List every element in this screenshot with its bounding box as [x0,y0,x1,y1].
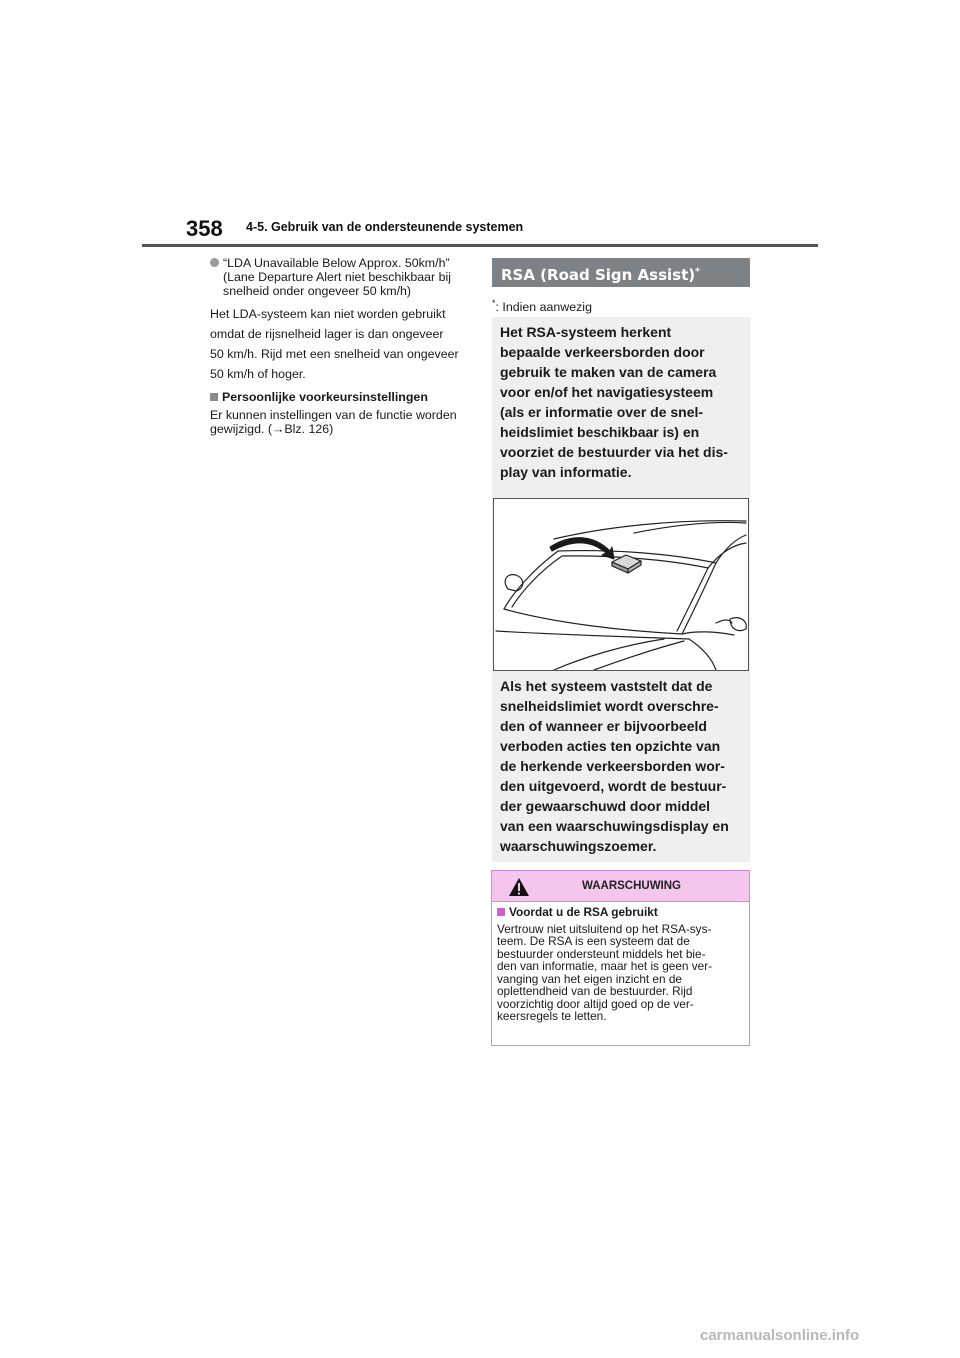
page-number: 358 [186,216,223,241]
settings-text-pre: gewijzigd. ( [210,422,272,436]
footnote [492,298,592,314]
bullet-dot-icon [210,258,219,267]
condition-line: Als het systeem vaststelt dat de [500,678,713,694]
intro-line: heidslimiet beschikbaar is) en [500,424,700,440]
rsa-intro-text [500,322,746,482]
settings-text [210,408,472,436]
warning-line: voorzichtig door altijd goed op de ver- [497,996,694,1011]
intro-line: Het RSA-systeem herkent [500,324,672,340]
rsa-warning-condition-text [500,676,746,856]
footnote-text: : Indien aanwezig [495,300,592,315]
square-bullet-icon [210,393,218,401]
warning-heading [497,906,744,919]
condition-line: den uitgevoerd, wordt de bestuur- [500,778,727,794]
footnote-mark: * [492,298,496,308]
paragraph-line: Het LDA-systeem kan niet worden gebruikt [210,307,446,321]
warning-line: den van informatie, maar het is geen ver- [497,959,713,973]
intro-line: voorziet de bestuurder via het dis- [500,444,728,460]
intro-line: gebruik te maken van de camera [500,364,717,380]
rsa-section-banner [492,258,750,287]
condition-line: verboden acties ten opzichte van [500,738,721,754]
condition-line: snelheidslimiet wordt overschre- [500,698,719,714]
warning-line: vanging van het eigen inzicht en de [497,971,682,986]
header-divider [142,244,818,247]
warning-line: bestuurder ondersteunt middels het bie- [497,946,706,961]
warning-header [492,871,749,902]
watermark: carmanualsonline.info [700,1327,860,1344]
paragraph-line: 50 km/h. Rijd met een snelheid van ongeveer [210,347,459,361]
warning-line: oplettendheid van de bestuurder. Rijd [497,984,693,998]
condition-line: de herkende verkeersborden wor- [500,758,725,774]
windshield-camera-illustration [493,498,749,671]
condition-line: der gewaarschuwd door middel [500,798,711,814]
rsa-banner-title: RSA (Road Sign Assist) [501,266,696,284]
page-reference-link[interactable]: Blz. 126) [284,422,334,436]
bullet-line: “LDA Unavailable Below Approx. 50km/h” [223,256,450,270]
condition-line: waarschuwingszoemer. [500,838,657,854]
section-title: 4-5. Gebruik van de ondersteunende systemen [246,220,524,234]
settings-line [210,422,472,436]
paragraph-line: omdat de rijsnelheid lager is dan ongeveer [210,327,444,341]
bullet-line: snelheid onder ongeveer 50 km/h) [223,284,412,298]
lda-explanation [210,304,472,384]
warning-line: keersregels te letten. [497,1009,607,1023]
warning-title: WAARSCHUWING [581,880,682,892]
intro-line: voor en/of het navigatiesysteem [500,384,714,400]
condition-line: den of wanneer er bijvoorbeeld [500,718,707,734]
rsa-banner-mark: * [695,267,700,277]
warning-triangle-icon [508,877,530,897]
bullet-line: (Lane Departure Alert niet beschikbaar bij [223,270,451,284]
settings-heading [210,390,472,404]
warning-heading-text: Voordat u de RSA gebruikt [509,905,658,919]
pink-square-bullet-icon [497,908,505,916]
warning-box [491,870,750,1046]
intro-line: (als er informatie over de snel- [500,404,704,420]
warning-line: Vertrouw niet uitsluitend op het RSA-sys- [497,921,712,936]
intro-line: bepaalde verkeersborden door [500,344,705,360]
settings-heading-text: Persoonlijke voorkeursinstellingen [222,390,428,404]
windshield-camera-drawing [494,499,748,670]
settings-line: Er kunnen instellingen van de functie worden [210,408,457,422]
paragraph-line: 50 km/h of hoger. [210,367,306,381]
intro-line: play van informatie. [500,464,632,480]
warning-body [492,902,749,1023]
condition-line: van een waarschuwingsdisplay en [500,818,729,834]
lda-message-item [210,256,472,298]
left-column [210,256,472,436]
arrow-right-icon: → [271,422,285,436]
warning-line: teem. De RSA is een systeem dat de [497,934,690,948]
